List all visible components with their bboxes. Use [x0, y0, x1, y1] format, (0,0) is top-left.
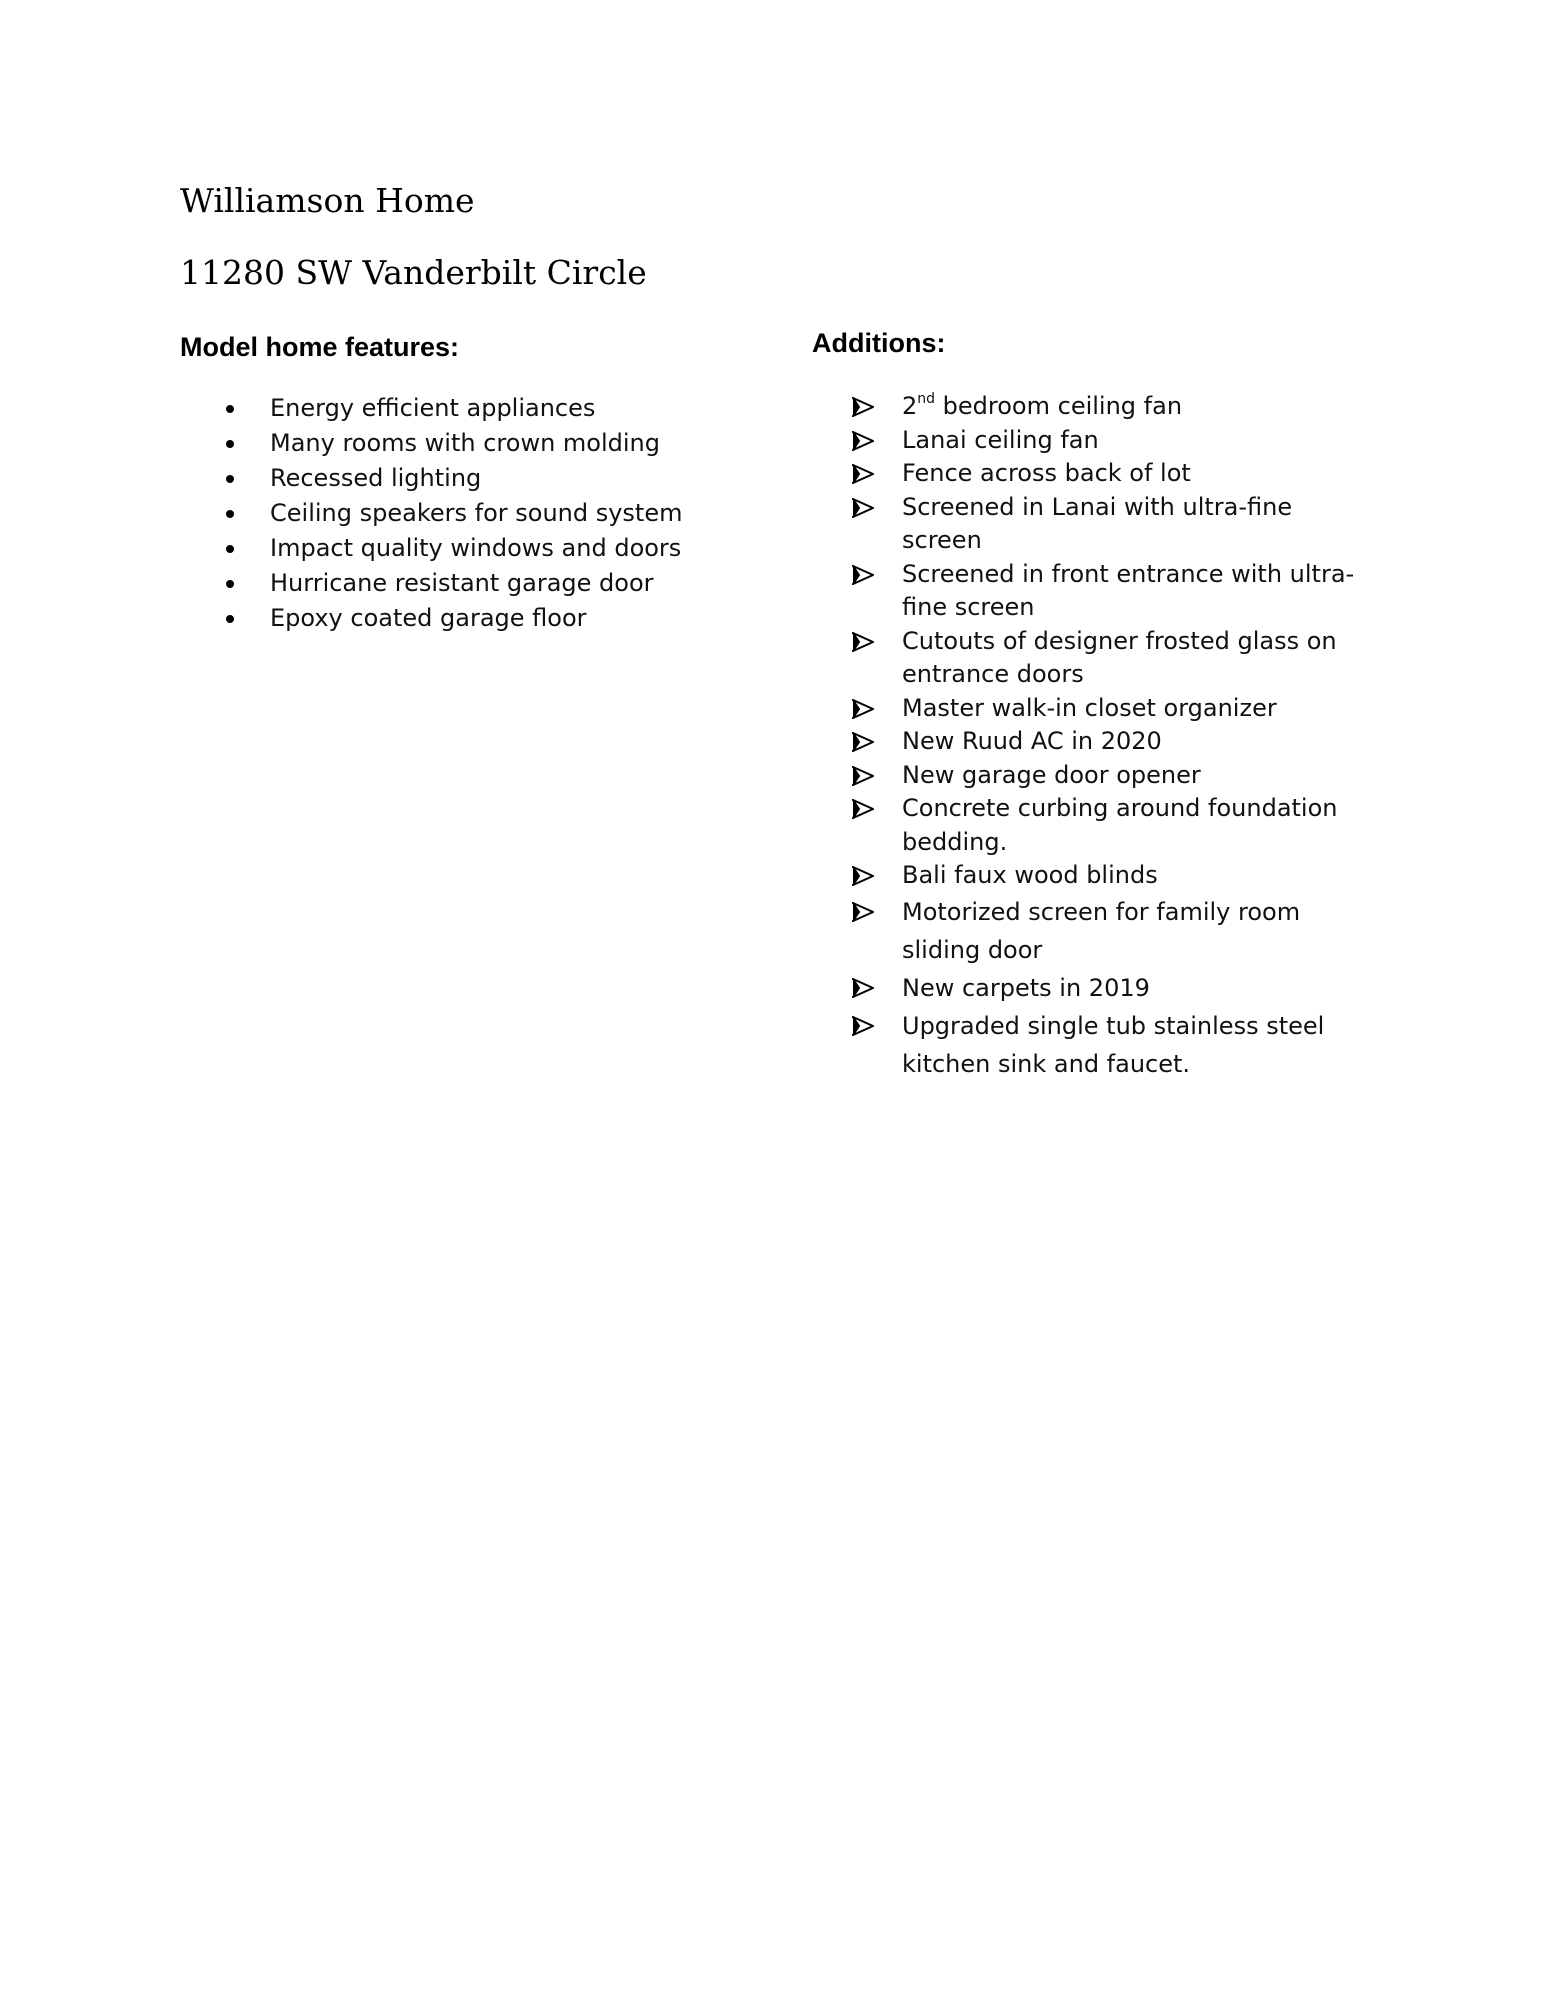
bullet-icon	[226, 510, 234, 518]
list-item	[852, 893, 1372, 969]
list-item	[852, 1007, 1372, 1083]
list-item	[852, 424, 1372, 458]
arrowhead-bullet-icon	[852, 766, 874, 786]
feature-text: Impact quality windows and doors	[270, 534, 682, 562]
additions-list	[852, 390, 1372, 1083]
list-item	[852, 558, 1372, 625]
feature-text: Many rooms with crown molding	[270, 429, 660, 457]
addition-text: Fence across back of lot	[902, 459, 1191, 487]
arrowhead-bullet-icon	[852, 866, 874, 886]
document-title: Williamson Home	[180, 181, 475, 220]
list-item	[852, 725, 1372, 759]
addition-text: Master walk-in closet organizer	[902, 693, 1277, 722]
addition-text: Motorized screen for family room sliding door	[902, 897, 1301, 964]
addition-text: Lanai ceiling fan	[902, 425, 1099, 454]
addition-text: Screened in front entrance with ultra-fine screen	[902, 559, 1355, 621]
arrowhead-bullet-icon	[852, 699, 874, 719]
list-item	[852, 390, 1372, 424]
arrowhead-bullet-icon	[852, 978, 874, 998]
arrowhead-bullet-icon	[852, 632, 874, 652]
ordinal-suffix: nd	[917, 391, 936, 407]
addition-text	[902, 392, 1182, 420]
list-item	[222, 426, 702, 461]
arrowhead-bullet-icon	[852, 902, 874, 922]
arrowhead-bullet-icon	[852, 732, 874, 752]
bullet-icon	[226, 440, 234, 448]
list-item	[852, 759, 1372, 793]
addition-text: New Ruud AC in 2020	[902, 727, 1162, 755]
feature-text: Epoxy coated garage floor	[270, 604, 587, 632]
list-item	[852, 792, 1372, 859]
list-item	[852, 457, 1372, 491]
arrowhead-bullet-icon	[852, 431, 874, 451]
bullet-icon	[226, 580, 234, 588]
feature-text: Recessed lighting	[270, 464, 482, 492]
list-item	[222, 496, 702, 531]
feature-text: Energy efficient appliances	[270, 394, 596, 422]
arrowhead-bullet-icon	[852, 799, 874, 819]
list-item	[222, 566, 702, 601]
arrowhead-bullet-icon	[852, 498, 874, 518]
bullet-icon	[226, 615, 234, 623]
list-item	[222, 391, 702, 426]
additions-heading: Additions:	[812, 328, 946, 358]
list-item	[852, 491, 1372, 558]
property-address: 11280 SW Vanderbilt Circle	[180, 253, 647, 292]
arrowhead-bullet-icon	[852, 397, 874, 417]
addition-text: Concrete curbing around foundation bedding.	[902, 794, 1338, 856]
arrowhead-bullet-icon	[852, 1016, 874, 1036]
bullet-icon	[226, 475, 234, 483]
list-item	[852, 969, 1372, 1007]
feature-text: Ceiling speakers for sound system	[270, 499, 683, 527]
addition-text: Screened in Lanai with ultra-fine screen	[902, 492, 1293, 554]
bullet-icon	[226, 405, 234, 413]
arrowhead-bullet-icon	[852, 464, 874, 484]
list-item	[852, 859, 1372, 893]
addition-text-rest: bedroom ceiling fan	[935, 392, 1183, 420]
list-item	[222, 461, 702, 496]
addition-text: New carpets in 2019	[902, 973, 1150, 1002]
model-features-list	[222, 391, 702, 636]
list-item	[852, 625, 1372, 692]
addition-text: Upgraded single tub stainless steel kitchen sink and faucet.	[902, 1011, 1325, 1078]
bullet-icon	[226, 545, 234, 553]
ordinal-number: 2	[902, 392, 918, 420]
arrowhead-bullet-icon	[852, 565, 874, 585]
list-item	[222, 601, 702, 636]
list-item	[852, 692, 1372, 726]
list-item	[222, 531, 702, 566]
addition-text: New garage door opener	[902, 760, 1201, 789]
addition-text: Bali faux wood blinds	[902, 861, 1158, 889]
feature-text: Hurricane resistant garage door	[270, 569, 654, 597]
model-features-heading: Model home features:	[180, 332, 460, 362]
addition-text: Cutouts of designer frosted glass on entrance doors	[902, 626, 1337, 688]
